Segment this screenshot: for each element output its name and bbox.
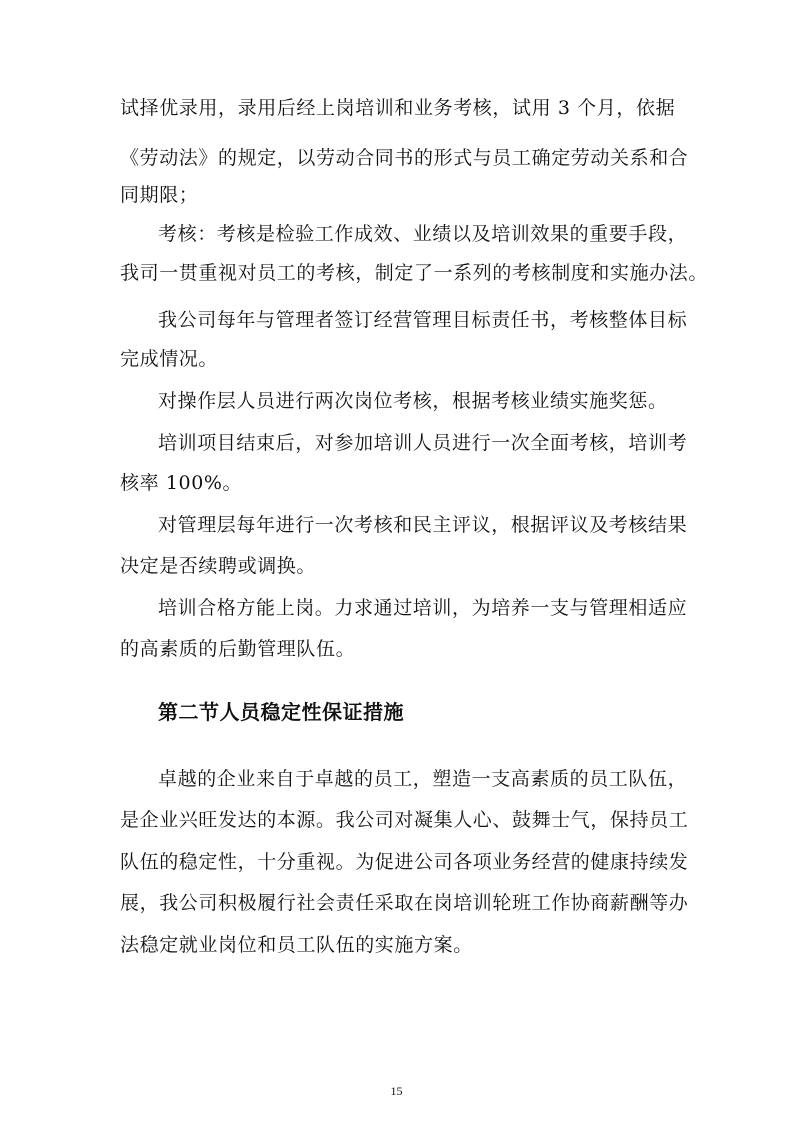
text-line: 培训合格方能上岗。力求通过培训，为培养一支与管理相适应 bbox=[158, 597, 688, 619]
text-line: 对管理层每年进行一次考核和民主评议，根据评议及考核结果 bbox=[158, 514, 688, 536]
text-line: 我司一贯重视对员工的考核，制定了一系列的考核制度和实施办法。 bbox=[120, 262, 709, 284]
text-line: 队伍的稳定性，十分重视。为促进公司各项业务经营的健康持续发 bbox=[120, 851, 689, 873]
page-number: 15 bbox=[390, 1084, 403, 1098]
text-line: 对操作层人员进行两次岗位考核，根据考核业绩实施奖惩。 bbox=[158, 390, 668, 412]
text-line: 核率 100%。 bbox=[120, 472, 243, 494]
text-line: 是企业兴旺发达的本源。我公司对凝集人心、鼓舞士气，保持员工 bbox=[120, 809, 689, 831]
text-line: 法稳定就业岗位和员工队伍的实施方案。 bbox=[120, 934, 473, 956]
text-line: 同期限； bbox=[120, 184, 199, 206]
text-line: 我公司每年与管理者签订经营管理目标责任书，考核整体目标 bbox=[158, 309, 688, 331]
text-line: 展，我公司积极履行社会责任采取在岗培训轮班工作协商薪酬等办 bbox=[120, 892, 689, 914]
text-line: 《劳动法》的规定，以劳动合同书的形式与员工确定劳动关系和合 bbox=[120, 147, 689, 169]
text-line: 卓越的企业来自于卓越的员工，塑造一支高素质的员工队伍， bbox=[158, 768, 688, 790]
text-line: 完成情况。 bbox=[120, 348, 219, 370]
text-line: 考核：考核是检验工作成效、业绩以及培训效果的重要手段， bbox=[158, 223, 688, 245]
text-line: 决定是否续聘或调换。 bbox=[120, 555, 317, 577]
text-line: 的高素质的后勤管理队伍。 bbox=[120, 638, 356, 660]
section-heading: 第二节人员稳定性保证措施 bbox=[158, 700, 404, 724]
text-line: 试择优录用，录用后经上岗培训和业务考核，试用 3 个月，依据 bbox=[120, 97, 676, 119]
text-line: 培训项目结束后，对参加培训人员进行一次全面考核，培训考 bbox=[158, 432, 688, 454]
